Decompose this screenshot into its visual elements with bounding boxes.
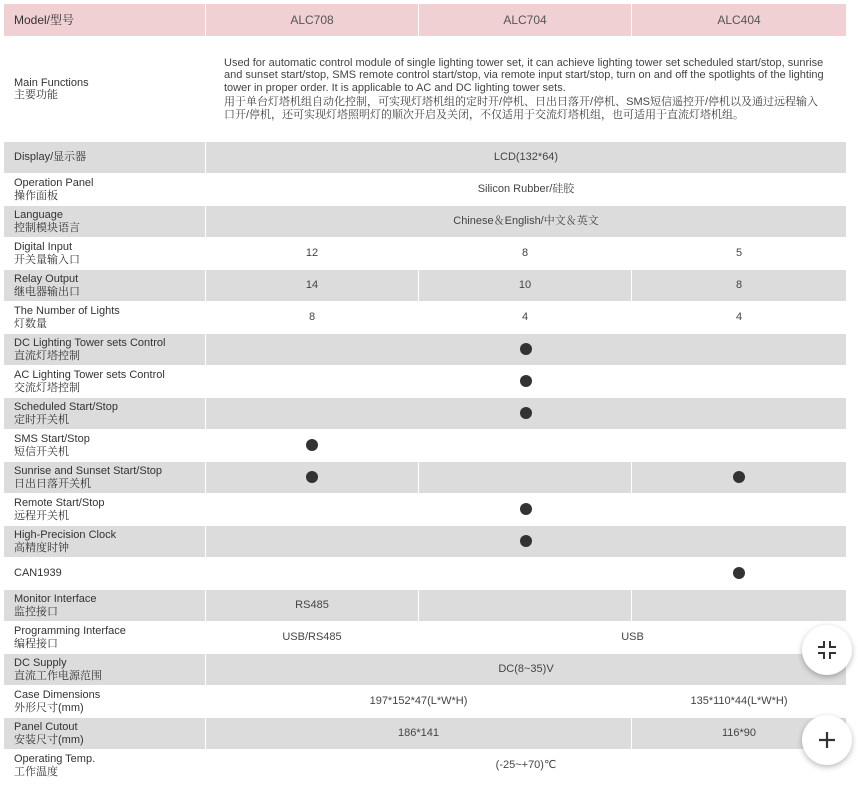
cell-value: DC(8~35)V [206,654,847,686]
row-dc-supply: DC Supply 直流工作电源范围 DC(8~35)V [4,654,847,686]
feature-dot-icon [306,471,318,483]
cell-value: 4 [632,302,847,334]
row-can1939: CAN1939 [4,558,847,590]
row-sunrise-sunset: Sunrise and Sunset Start/Stop 日出日落开关机 [4,462,847,494]
row-sms-start-stop: SMS Start/Stop 短信开关机 [4,430,847,462]
row-high-precision-clock: High-Precision Clock 高精度时钟 [4,526,847,558]
cell-value: 10 [419,270,632,302]
cell-value: USB/RS485 [206,622,419,654]
cell-value: 8 [419,238,632,270]
model-alc704: ALC704 [419,4,632,37]
cell-value: 135*110*44(L*W*H) [632,686,847,718]
row-dc-control: DC Lighting Tower sets Control 直流灯塔控制 [4,334,847,366]
model-label: Model/型号 [4,4,206,37]
cell-value: 8 [206,302,419,334]
plus-icon [816,729,838,751]
row-remote-start-stop: Remote Start/Stop 远程开关机 [4,494,847,526]
cell-value: 14 [206,270,419,302]
model-alc708: ALC708 [206,4,419,37]
feature-dot-icon [520,407,532,419]
row-relay-output: Relay Output 继电器输出口 14 10 8 [4,270,847,302]
cell-value: 12 [206,238,419,270]
row-language: Language 控制模块语言 Chinese＆English/中文＆英文 [4,206,847,238]
feature-dot-icon [520,503,532,515]
row-operation-panel: Operation Panel 操作面板 Silicon Rubber/硅胶 [4,174,847,206]
cell-value: 4 [419,302,632,334]
feature-dot-icon [733,567,745,579]
feature-dot-icon [306,439,318,451]
row-display: Display/显示器 LCD(132*64) [4,142,847,174]
row-monitor-interface: Monitor Interface 监控接口 RS485 [4,590,847,622]
row-scheduled-start-stop: Scheduled Start/Stop 定时开关机 [4,398,847,430]
header-row [4,4,847,37]
row-digital-input: Digital Input 开关量输入口 12 8 5 [4,238,847,270]
row-number-of-lights: The Number of Lights 灯数量 8 4 4 [4,302,847,334]
display-value: LCD(132*64) [206,142,847,174]
language-value: Chinese＆English/中文＆英文 [206,206,847,238]
row-ac-control: AC Lighting Tower sets Control 交流灯塔控制 [4,366,847,398]
row-programming-interface: Programming Interface 编程接口 USB/RS485 USB [4,622,847,654]
feature-dot-icon [520,375,532,387]
cell-value: (-25~+70)℃ [206,750,847,782]
feature-dot-icon [520,343,532,355]
main-functions-description: Used for automatic control module of single lighting tower set, it can achieve lighting tower set scheduled start/stop, sunrise and sunset start/stop, SMS remote control start/stop, via remote input start/stop, turn on and off the spotlights of the lighting tower in proper order. It is applicable to AC and DC lighting tower sets. 用于单台灯塔机组自动化控制，可实现灯塔机组的定时开/停机、日出日落开/停机、SMS短信遥控开/停机以及通过远程输入口开/停机，还可实现灯塔照明灯的顺次开启及关闭，不仅适用于交流灯塔机组，也可适用于直流灯塔机组。 [206,37,847,142]
spec-table [3,3,847,782]
compress-button[interactable] [802,625,852,675]
cell-value: 8 [632,270,847,302]
feature-dot-icon [520,535,532,547]
row-label: Main Functions 主要功能 [4,37,206,142]
add-button[interactable] [802,715,852,765]
cell-value: RS485 [206,590,419,622]
cell-value: 186*141 [206,718,632,750]
row-case-dimensions: Case Dimensions 外形尺寸(mm) 197*152*47(L*W*H) 135*110*44(L*W*H) [4,686,847,718]
cell-value: 5 [632,238,847,270]
row-operating-temp: Operating Temp. 工作温度 (-25~+70)℃ [4,750,847,782]
cell-value: USB [419,622,847,654]
operation-panel-value: Silicon Rubber/硅胶 [206,174,847,206]
cell-value: 116*90 [632,718,847,750]
compress-icon [816,639,838,661]
cell-value: 197*152*47(L*W*H) [206,686,632,718]
row-panel-cutout: Panel Cutout 安装尺寸(mm) 186*141 116*90 [4,718,847,750]
feature-dot-icon [733,471,745,483]
row-main-functions [4,37,847,142]
model-alc404: ALC404 [632,4,847,37]
